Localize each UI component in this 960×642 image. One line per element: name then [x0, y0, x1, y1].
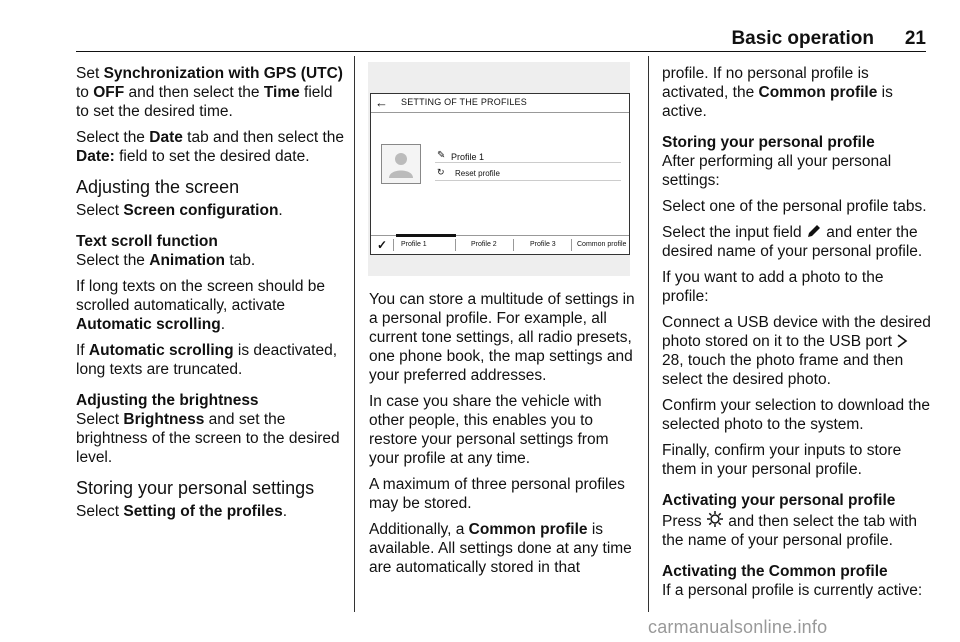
heading-brightness: Adjusting the brightness: [76, 392, 259, 409]
paragraph-date: Select the Date tab and then select the Date: field to set the desired date.: [76, 129, 345, 165]
screen-titlebar: [371, 94, 629, 113]
paragraph-add-photo: If you want to add a photo to the profile:: [662, 269, 884, 305]
field-divider: [435, 162, 621, 163]
tab-common-profile: Common profile: [577, 241, 627, 248]
checkmark-icon: ✓: [377, 238, 388, 252]
section-title: Basic operation: [731, 28, 874, 49]
column-divider-1: [354, 56, 355, 612]
person-icon: [386, 149, 416, 179]
field-divider: [435, 180, 621, 181]
heading-activating-profile: Activating your personal profile: [662, 492, 896, 509]
reset-icon: ↻: [437, 167, 445, 177]
reference-arrow-icon: [896, 334, 908, 348]
tab-separator: [513, 239, 514, 251]
paragraph-confirm-inputs: Finally, confirm your inputs to store them in your personal profile.: [662, 442, 902, 478]
watermark: carmanualsonline.info: [648, 617, 828, 637]
pencil-icon: ✎: [437, 150, 446, 161]
paragraph-input-field: Select the input field and enter the desired name of your personal profile.: [662, 224, 923, 260]
paragraph-screen-config: Select Screen configuration.: [76, 202, 283, 219]
column-divider-2: [648, 56, 649, 612]
column-middle: [369, 290, 637, 584]
profile-photo-frame: [381, 144, 421, 184]
reset-profile-label: Reset profile: [455, 169, 500, 178]
column-left: [76, 64, 348, 528]
column-right: [662, 64, 932, 607]
paragraph-animation: Select the Animation tab.: [76, 252, 256, 269]
profile-name-field: Profile 1: [451, 152, 485, 162]
paragraph-usb: Connect a USB device with the desired photo stored on it to the USB port 28, touch the photo frame and then select the desired photo.: [662, 314, 931, 388]
paragraph-setting-profiles: Select Setting of the profiles.: [76, 503, 288, 520]
paragraph-max-profiles: A maximum of three personal profiles may be stored.: [369, 476, 625, 512]
heading-storing-settings: Storing your personal settings: [76, 478, 315, 498]
heading-adjusting-screen: Adjusting the screen: [76, 177, 240, 197]
tab-profile-3: Profile 3: [530, 241, 556, 248]
infotainment-screen: [370, 93, 630, 255]
paragraph-truncated: If Automatic scrolling is deactivated, long texts are truncated.: [76, 342, 338, 378]
paragraph-share-vehicle: In case you share the vehicle with other people, this enables you to restore your personal settings from your profile at any time.: [369, 393, 609, 467]
paragraph-common-profile: Additionally, a Common profile is available. All settings done at any time are automatically stored in that: [369, 521, 632, 576]
header-rule: [76, 51, 926, 52]
heading-storing-profile: Storing your personal profile: [662, 134, 875, 151]
profiles-screen-illustration: [368, 62, 630, 276]
settings-icon: [706, 510, 724, 528]
paragraph-select-tab: Select one of the personal profile tabs.: [662, 198, 927, 215]
paragraph-brightness: Select Brightness and set the brightness of the screen to the desired level.: [76, 411, 340, 466]
paragraph-auto-scroll: If long texts on the screen should be scrolled automatically, activate Automatic scrolling.: [76, 278, 326, 333]
tab-separator: [571, 239, 572, 251]
paragraph-profile-active: If a personal profile is currently active:: [662, 582, 923, 599]
tab-profile-2: Profile 2: [471, 241, 497, 248]
page-header: [0, 0, 960, 50]
tab-profile-1: Profile 1: [401, 241, 427, 248]
tab-separator: [455, 239, 456, 251]
heading-activating-common: Activating the Common profile: [662, 563, 888, 580]
paragraph-confirm-download: Confirm your selection to download the selected photo to the system.: [662, 397, 930, 433]
pencil-icon: [806, 223, 822, 239]
paragraph-after-settings: After performing all your personal settings:: [662, 153, 892, 189]
screen-title: SETTING OF THE PROFILES: [401, 97, 527, 107]
active-tab-indicator: [396, 234, 456, 237]
paragraph-sync-gps: Set Synchronization with GPS (UTC) to OFF and then select the Time field to set the desired time.: [76, 65, 343, 120]
profile-tabbar: [371, 235, 629, 254]
tab-separator: [393, 239, 394, 251]
paragraph-multitude: You can store a multitude of settings in a personal profile. For example, all current tone settings, all radio presets, one phone book, the map settings and your preferred addresses.: [369, 291, 635, 384]
page-number: 21: [904, 28, 926, 49]
back-arrow-icon: ←: [375, 95, 388, 110]
paragraph-common-active: profile. If no personal profile is activated, the Common profile is active.: [662, 65, 893, 120]
paragraph-press-settings: Press and then select the tab with the name of your personal profile.: [662, 510, 932, 550]
heading-text-scroll: Text scroll function: [76, 233, 218, 250]
